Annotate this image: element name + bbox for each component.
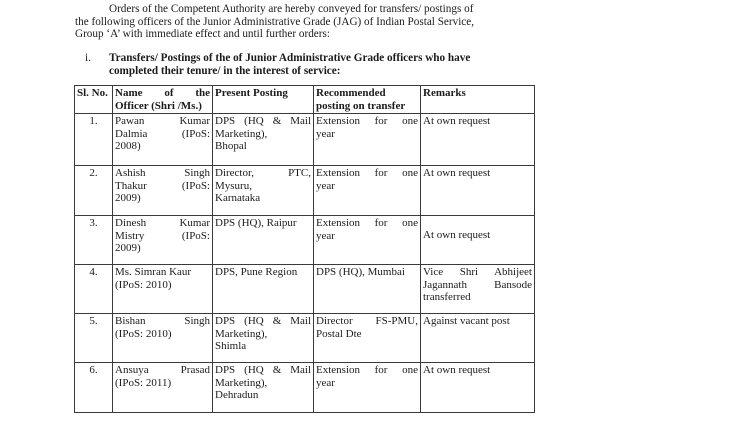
cell-sl-no: 6. bbox=[75, 363, 113, 413]
cell-line: Dinesh Kumar bbox=[115, 217, 210, 230]
cell-line: Dehradun bbox=[215, 389, 259, 402]
cell-line: year bbox=[316, 229, 335, 242]
header-officer-name bbox=[113, 86, 213, 114]
cell-line: Extension for one bbox=[316, 167, 418, 180]
cell-line: At own request bbox=[423, 229, 491, 242]
table-row bbox=[75, 114, 535, 166]
table-row bbox=[75, 314, 535, 363]
cell-recommended-posting bbox=[314, 314, 421, 363]
cell-line: 2008) bbox=[115, 140, 141, 153]
section-title bbox=[109, 52, 529, 77]
cell-line: Marketing), bbox=[215, 327, 268, 340]
cell-line: Marketing), bbox=[215, 376, 268, 389]
header-sl-no: Sl. No. bbox=[75, 86, 113, 114]
section-title-line: completed their tenure/ in the interest of service: bbox=[109, 64, 341, 77]
cell-line: Shimla bbox=[215, 340, 247, 353]
cell-remarks: At own request bbox=[421, 114, 535, 166]
header-present-posting: Present Posting bbox=[213, 86, 314, 114]
cell-officer-name bbox=[113, 265, 213, 314]
table-row bbox=[75, 265, 535, 314]
cell-recommended-posting bbox=[314, 216, 421, 265]
cell-line: DPS (HQ & Mail bbox=[215, 315, 311, 328]
cell-line: Marketing), bbox=[215, 127, 268, 140]
header-name-line: Officer (Shri /Ms.) bbox=[115, 99, 202, 112]
cell-line: Director, PTC, bbox=[215, 167, 311, 180]
cell-line: Director FS-PMU, bbox=[316, 315, 418, 328]
cell-line: (IPoS: 2010) bbox=[115, 327, 172, 340]
cell-present-posting bbox=[213, 114, 314, 166]
header-recommended-line: posting on transfer bbox=[316, 99, 406, 112]
cell-line: Vice Shri Abhijeet bbox=[423, 266, 532, 279]
header-recommended-posting bbox=[314, 86, 421, 114]
cell-line: Mistry (IPoS: bbox=[115, 229, 210, 242]
cell-sl-no: 2. bbox=[75, 166, 113, 216]
cell-recommended-posting bbox=[314, 363, 421, 413]
cell-sl-no: 5. bbox=[75, 314, 113, 363]
cell-remarks bbox=[421, 216, 535, 265]
cell-present-posting bbox=[213, 265, 314, 314]
cell-sl-no: 3. bbox=[75, 216, 113, 265]
header-remarks: Remarks bbox=[421, 86, 535, 114]
intro-line: Group ‘A’ with immediate effect and until further orders: bbox=[75, 28, 330, 41]
cell-line: DPS, Pune Region bbox=[215, 266, 298, 279]
cell-line: Extension for one bbox=[316, 364, 418, 377]
cell-line: DPS (HQ), Raipur bbox=[215, 217, 297, 230]
cell-officer-name bbox=[113, 363, 213, 413]
cell-line: Extension for one bbox=[316, 115, 418, 128]
cell-recommended-posting bbox=[314, 166, 421, 216]
table-header-row bbox=[75, 86, 535, 114]
cell-officer-name bbox=[113, 166, 213, 216]
intro-paragraph bbox=[75, 3, 535, 41]
cell-line: DPS (HQ & Mail bbox=[215, 364, 311, 377]
cell-line: DPS (HQ & Mail bbox=[215, 115, 311, 128]
cell-line: Ms. Simran Kaur bbox=[115, 266, 192, 279]
cell-line: year bbox=[316, 179, 335, 192]
intro-line: the following officers of the Junior Administrative Grade (JAG) of Indian Postal Service, bbox=[75, 15, 475, 28]
cell-line: year bbox=[316, 127, 335, 140]
cell-line: (IPoS: 2010) bbox=[115, 278, 172, 291]
table-row bbox=[75, 363, 535, 413]
section-title-line: Transfers/ Postings of the of Junior Administrative Grade officers who have bbox=[109, 52, 471, 64]
intro-line: Orders of the Competent Authority are hereby conveyed for transfers/ postings of bbox=[109, 3, 474, 15]
cell-line: Thakur (IPoS: bbox=[115, 179, 210, 192]
cell-line: Pawan Kumar bbox=[115, 115, 210, 128]
cell-line: year bbox=[316, 376, 335, 389]
cell-recommended-posting bbox=[314, 114, 421, 166]
section-number: i. bbox=[85, 52, 91, 64]
cell-line: Mysuru, bbox=[215, 179, 252, 192]
cell-line: Extension for one bbox=[316, 217, 418, 230]
cell-present-posting bbox=[213, 363, 314, 413]
cell-line: Jagannath Bansode bbox=[423, 278, 532, 291]
cell-line: DPS (HQ), Mumbai bbox=[316, 266, 405, 279]
cell-line: transferred bbox=[423, 291, 471, 304]
cell-sl-no: 4. bbox=[75, 265, 113, 314]
cell-sl-no: 1. bbox=[75, 114, 113, 166]
cell-recommended-posting bbox=[314, 265, 421, 314]
header-name-line: Name of the bbox=[115, 87, 210, 99]
transfer-table bbox=[74, 85, 535, 413]
cell-line: (IPoS: 2011) bbox=[115, 376, 172, 389]
cell-officer-name bbox=[113, 314, 213, 363]
cell-line: Bishan Singh bbox=[115, 315, 210, 328]
cell-remarks: At own request bbox=[421, 166, 535, 216]
cell-line: Postal Dte bbox=[316, 327, 362, 340]
cell-remarks: At own request bbox=[421, 363, 535, 413]
cell-line: Ansuya Prasad bbox=[115, 364, 210, 377]
cell-present-posting bbox=[213, 166, 314, 216]
cell-line: 2009) bbox=[115, 242, 141, 255]
header-recommended-line: Recommended bbox=[316, 87, 386, 99]
table-row bbox=[75, 216, 535, 265]
cell-present-posting bbox=[213, 216, 314, 265]
cell-officer-name bbox=[113, 114, 213, 166]
table-row bbox=[75, 166, 535, 216]
cell-line: 2009) bbox=[115, 192, 141, 205]
cell-line: Bhopal bbox=[215, 140, 247, 153]
cell-remarks: Against vacant post bbox=[421, 314, 535, 363]
cell-present-posting bbox=[213, 314, 314, 363]
cell-officer-name bbox=[113, 216, 213, 265]
cell-line: Ashish Singh bbox=[115, 167, 210, 180]
cell-line: Karnataka bbox=[215, 192, 261, 205]
cell-remarks bbox=[421, 265, 535, 314]
cell-line: Dalmia (IPoS: bbox=[115, 127, 210, 140]
